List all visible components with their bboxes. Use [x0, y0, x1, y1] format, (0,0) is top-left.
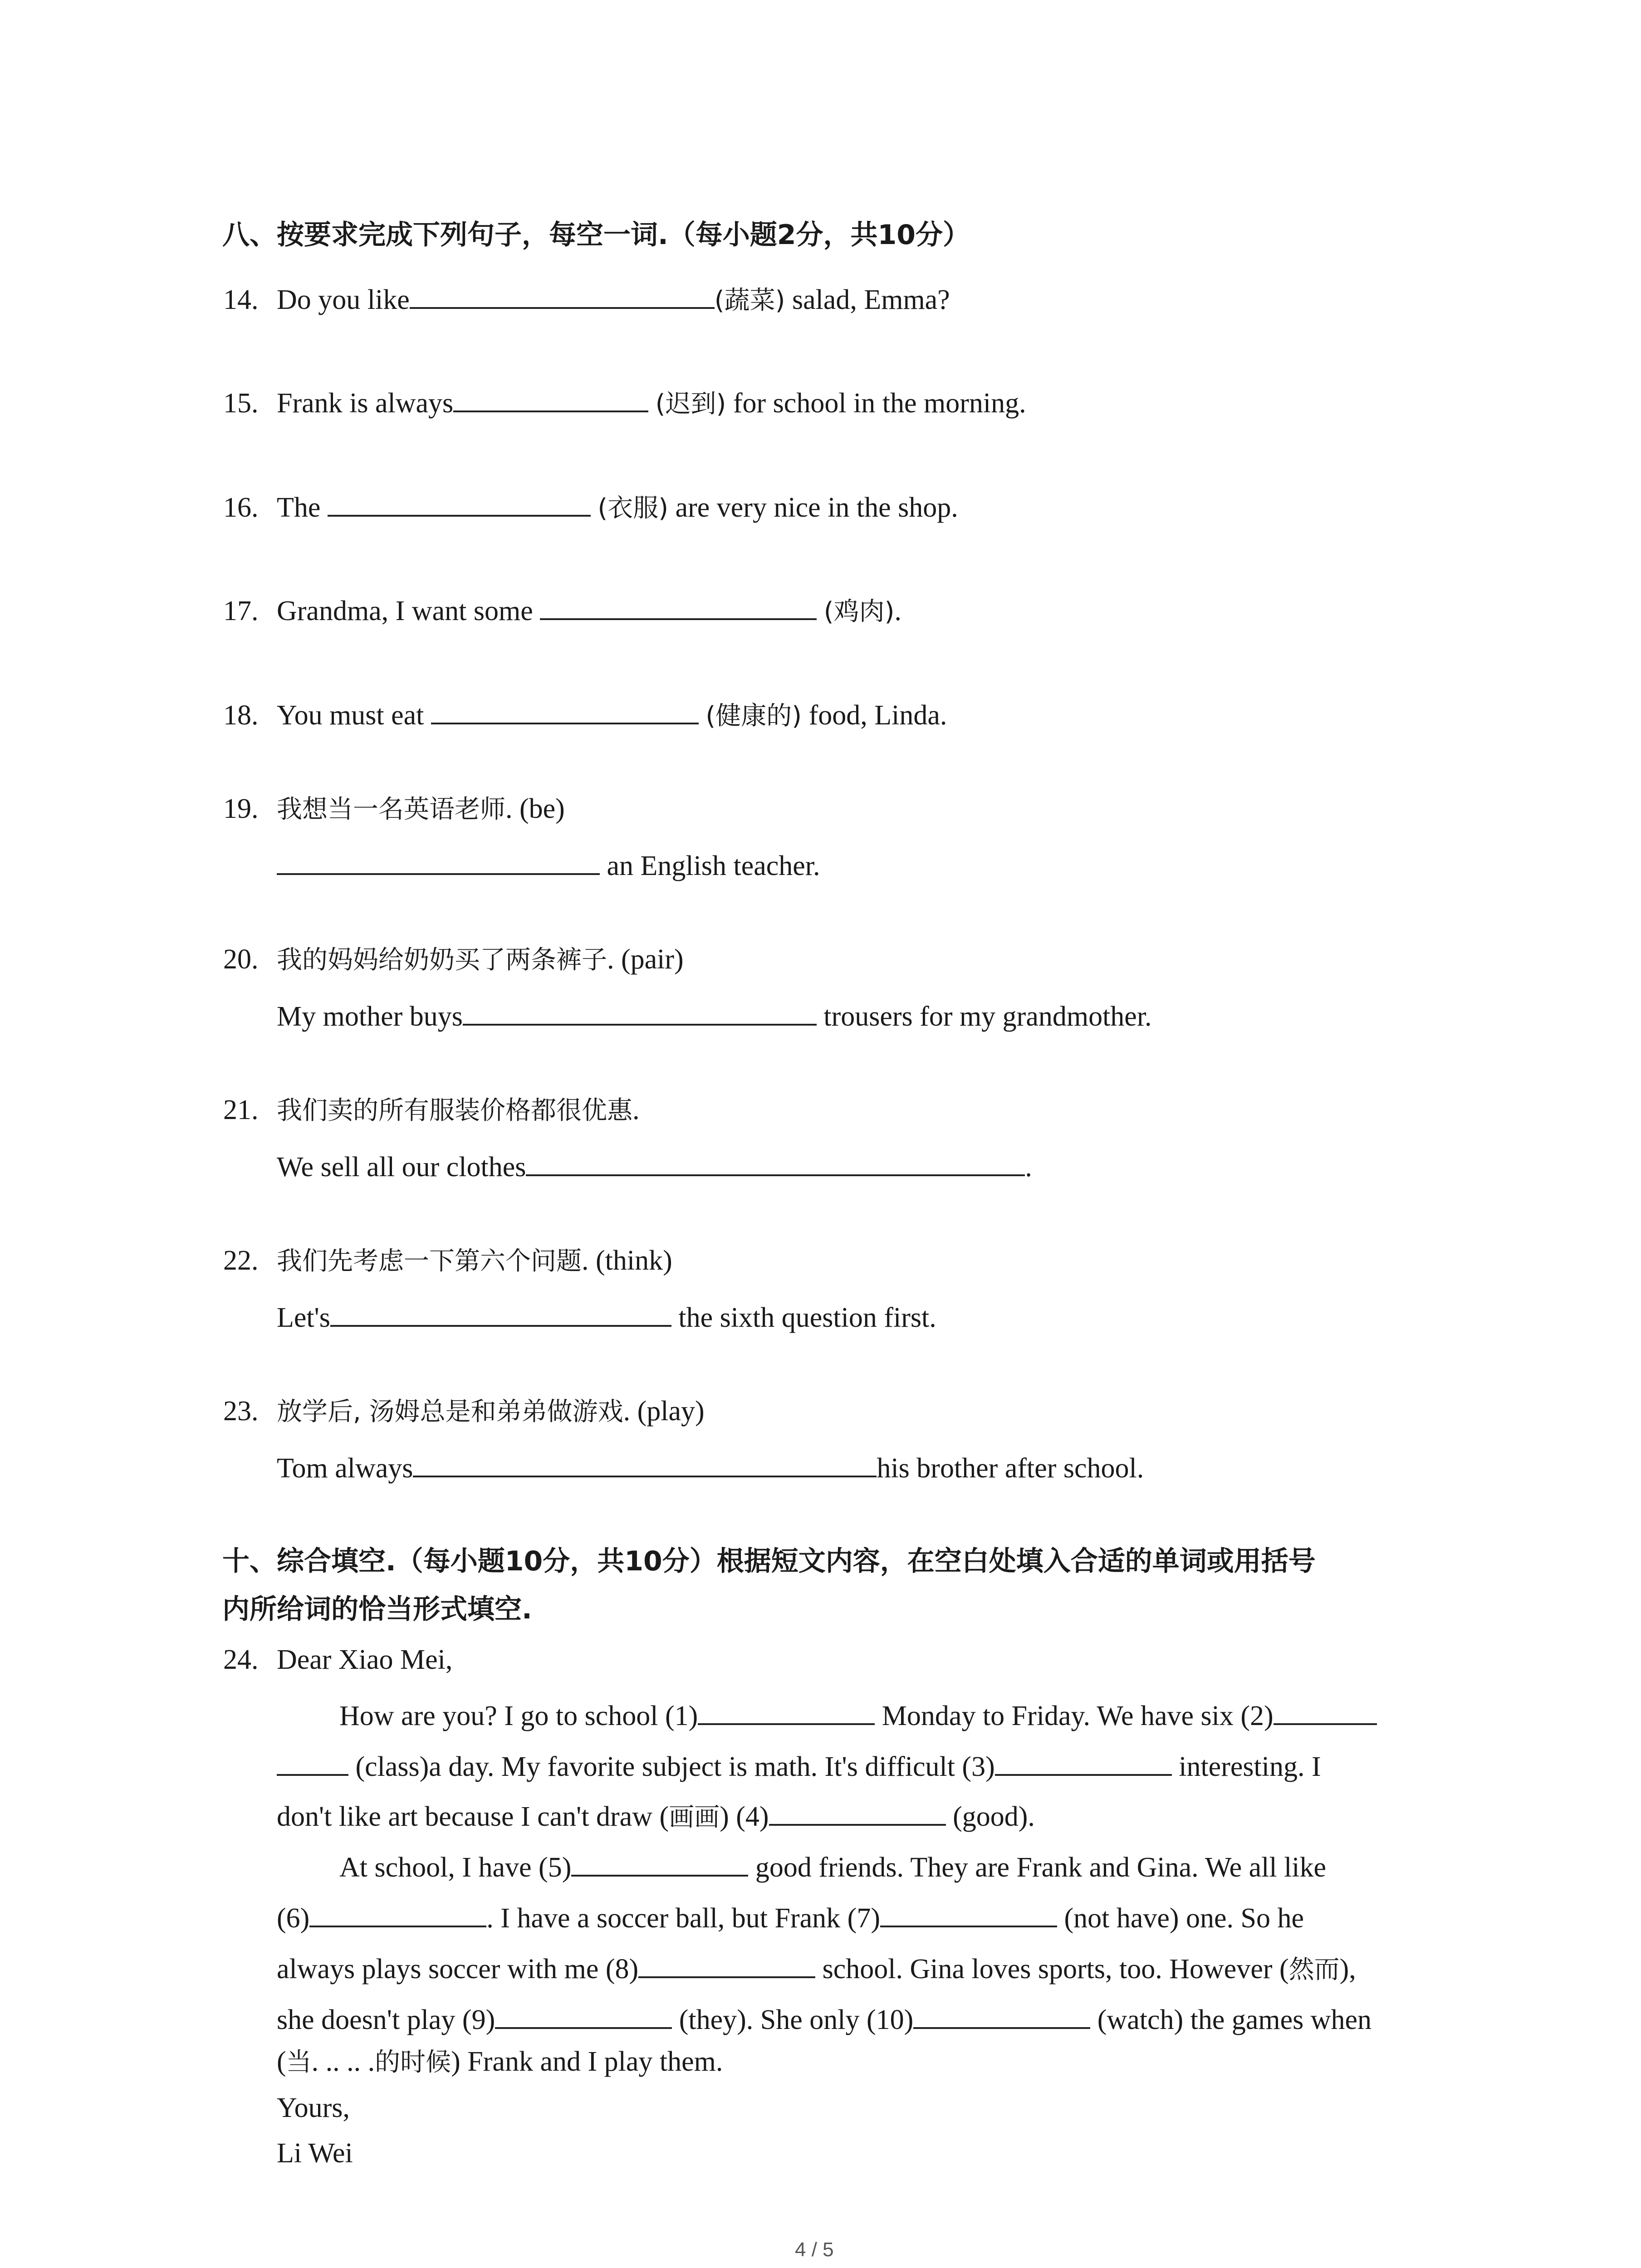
letter-text: At school, I have (5)	[339, 1852, 572, 1883]
answer-blank-6[interactable]	[309, 1899, 486, 1927]
paragraph-1-line-2	[277, 1747, 1321, 1781]
letter-text: ) Frank and I play them.	[451, 2046, 723, 2077]
chinese-sentence: 我想当一名英语老师	[277, 795, 505, 824]
question-text: Do you like	[277, 284, 410, 315]
answer-blank[interactable]	[463, 997, 817, 1026]
question-text: Let's	[277, 1302, 330, 1333]
question-text: an English teacher.	[600, 850, 820, 881]
paragraph-2-line-4	[277, 2000, 1372, 2034]
question-number: 18.	[223, 699, 259, 731]
question-16	[223, 488, 958, 522]
question-text: Tom always	[277, 1452, 413, 1484]
letter-text: (watch) the games when	[1090, 2004, 1372, 2035]
paragraph-1-line-1	[339, 1696, 1377, 1730]
question-text: My mother buys	[277, 1001, 463, 1032]
chinese-hint: 然而	[1288, 1955, 1340, 1984]
answer-blank-2-cont[interactable]	[277, 1747, 348, 1776]
chinese-hint: 的时候	[375, 2048, 451, 2077]
question-20-prompt	[223, 945, 684, 973]
question-number: 21.	[223, 1095, 259, 1125]
question-number: 19.	[223, 793, 259, 824]
chinese-sentence: 放学后, 汤姆总是和弟弟做游戏	[277, 1397, 623, 1427]
letter-text: Monday to Friday. We have six (2)	[875, 1700, 1274, 1731]
question-19-answer	[277, 846, 820, 880]
question-text: .	[1025, 1151, 1032, 1183]
letter-text: good friends. They are Frank and Gina. We all like	[748, 1852, 1327, 1883]
question-text: are very nice in the shop.	[668, 492, 958, 523]
letter-text: How are you? I go to school (1)	[339, 1700, 698, 1731]
answer-blank-7[interactable]	[880, 1899, 1057, 1927]
question-text: The	[277, 492, 328, 523]
answer-blank[interactable]	[330, 1298, 671, 1327]
letter-text: school. Gina loves sports, too. However (	[815, 1953, 1289, 1984]
question-22-prompt	[223, 1246, 672, 1275]
chinese-hint: (衣服)	[598, 493, 669, 523]
answer-blank-1[interactable]	[698, 1696, 875, 1725]
question-19-prompt	[223, 795, 565, 823]
answer-blank-3[interactable]	[995, 1747, 1172, 1776]
question-number: 15.	[223, 387, 259, 419]
question-text: We sell all our clothes	[277, 1151, 526, 1183]
question-21-prompt	[223, 1096, 640, 1124]
question-text: You must eat	[277, 699, 431, 731]
question-text: Frank is always	[277, 387, 454, 419]
word-hint: . (think)	[582, 1245, 672, 1276]
question-number: 23.	[223, 1396, 259, 1427]
question-text: .	[894, 595, 901, 626]
letter-closing: Yours,	[277, 2092, 350, 2123]
section-8-heading: 八、按要求完成下列句子，每空一词.（每小题2分，共10分）	[222, 219, 970, 251]
chinese-hint: (鸡肉)	[823, 596, 895, 626]
word-hint: .	[632, 1095, 640, 1125]
answer-blank-5[interactable]	[571, 1848, 748, 1877]
answer-blank[interactable]	[431, 696, 699, 724]
chinese-hint: 当	[286, 2048, 312, 2077]
word-hint: . (play)	[623, 1396, 705, 1427]
question-23-answer	[277, 1449, 1144, 1482]
question-number: 20.	[223, 944, 259, 975]
chinese-hint: 画画	[669, 1802, 720, 1832]
answer-blank[interactable]	[540, 591, 817, 620]
chinese-hint: (健康的)	[705, 701, 802, 731]
question-text: his brother after school.	[877, 1452, 1144, 1484]
chinese-sentence: 我们先考虑一下第六个问题	[277, 1246, 582, 1276]
question-23-prompt	[223, 1397, 705, 1425]
question-20-answer	[277, 997, 1152, 1031]
question-17	[223, 591, 901, 625]
section-10-heading-line2: 内所给词的恰当形式填空.	[222, 1593, 532, 1625]
answer-blank[interactable]	[453, 384, 648, 412]
question-text: the sixth question first.	[671, 1302, 936, 1333]
answer-blank-9[interactable]	[495, 2000, 672, 2029]
section-10-heading-line1: 十、综合填空.（每小题10分，共10分）根据短文内容，在空白处填入合适的单词或用括号	[222, 1545, 1316, 1577]
paragraph-2-line-3	[277, 1950, 1356, 1983]
question-number: 24.	[223, 1644, 259, 1675]
question-18	[223, 696, 947, 729]
paragraph-1-line-3	[277, 1797, 1035, 1831]
letter-text: . .. .. .	[311, 2046, 375, 2077]
question-text: trousers for my grandmother.	[816, 1001, 1152, 1032]
question-text: Grandma, I want some	[277, 595, 540, 626]
letter-salutation: Dear Xiao Mei,	[277, 1644, 453, 1675]
question-number: 14.	[223, 284, 259, 315]
answer-blank-4[interactable]	[769, 1797, 946, 1826]
letter-text: (good).	[945, 1801, 1035, 1832]
word-hint: . (pair)	[607, 944, 684, 975]
word-hint: . (be)	[505, 793, 565, 824]
question-number: 16.	[223, 492, 259, 523]
question-21-answer	[277, 1148, 1032, 1181]
question-text: for school in the morning.	[726, 387, 1026, 419]
answer-blank[interactable]	[526, 1148, 1025, 1176]
answer-blank-2[interactable]	[1274, 1696, 1377, 1725]
question-text: salad, Emma?	[785, 284, 950, 315]
question-14	[223, 280, 950, 314]
question-text: food, Linda.	[802, 699, 947, 731]
letter-text: ),	[1339, 1953, 1356, 1984]
paragraph-2-line-2	[277, 1899, 1304, 1932]
chinese-hint: (蔬菜)	[714, 285, 785, 315]
question-15	[223, 384, 1026, 417]
letter-text: interesting. I	[1171, 1751, 1321, 1782]
letter-text: (not have) one. So he	[1057, 1902, 1304, 1934]
question-number: 17.	[223, 595, 259, 626]
letter-text: (they). She only (10)	[672, 2004, 914, 2035]
answer-blank[interactable]	[410, 280, 715, 309]
answer-blank-10[interactable]	[913, 2000, 1090, 2029]
chinese-sentence: 我们卖的所有服装价格都很优惠	[277, 1096, 632, 1125]
letter-text: she doesn't play (9)	[277, 2004, 495, 2035]
letter-text: (class)a day. My favorite subject is math. It's difficult (3)	[348, 1751, 995, 1782]
chinese-hint: (迟到)	[655, 389, 726, 419]
answer-blank-8[interactable]	[638, 1950, 815, 1978]
answer-blank[interactable]	[328, 488, 591, 517]
chinese-sentence: 我的妈妈给奶奶买了两条裤子	[277, 945, 607, 975]
letter-signature: Li Wei	[277, 2138, 353, 2169]
paragraph-2-line-1	[339, 1848, 1326, 1882]
letter-text: . I have a soccer ball, but Frank (7)	[486, 1902, 880, 1934]
letter-text: (	[277, 2046, 286, 2077]
letter-text: (6)	[277, 1902, 310, 1934]
answer-blank[interactable]	[413, 1449, 877, 1477]
question-number: 22.	[223, 1245, 259, 1276]
answer-blank[interactable]	[277, 846, 600, 875]
letter-text: don't like art because I can't draw (	[277, 1801, 669, 1832]
letter-text: always plays soccer with me (8)	[277, 1953, 639, 1984]
page-number: 4 / 5	[795, 2239, 834, 2261]
question-24-salutation	[223, 1646, 452, 1674]
question-22-answer	[277, 1298, 936, 1332]
letter-text: ) (4)	[720, 1801, 769, 1832]
paragraph-2-line-5	[277, 2048, 723, 2076]
